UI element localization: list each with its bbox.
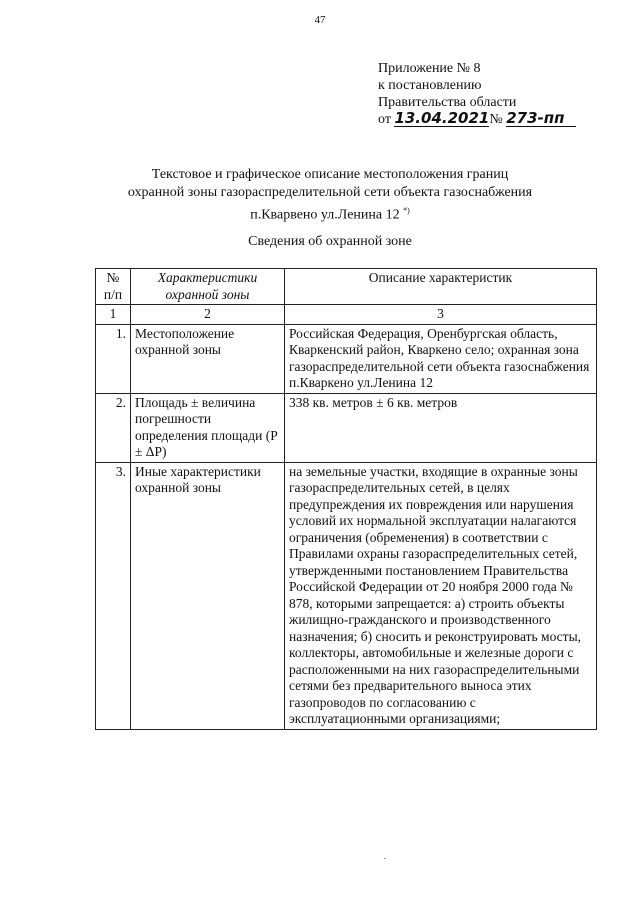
title-line-3: п.Кварвено ул.Ленина 12 xyxy=(250,207,400,223)
appendix-date-line xyxy=(378,111,576,128)
table-header-row xyxy=(96,269,597,305)
table-row xyxy=(96,393,597,462)
zone-info-table xyxy=(95,268,597,730)
column-number: 2 xyxy=(131,305,285,325)
page-number: 47 xyxy=(314,14,326,26)
handwritten-date: 13.04.2021 xyxy=(394,109,490,127)
title-line-2: охранной зоны газораспределительной сети объекта газоснабжения xyxy=(127,185,533,200)
footnote-mark: *) xyxy=(403,206,410,215)
row-description: 338 кв. метров ± 6 кв. метров xyxy=(285,393,597,462)
document-title xyxy=(90,166,570,225)
appendix-block xyxy=(378,60,576,128)
row-description: Российская Федерация, Оренбургская область, Кваркенский район, Кваркено село; охранная зона газораспределительной сети объекта газоснабжения п.Кваркено ул.Ленина 12 xyxy=(285,324,597,393)
table-row xyxy=(96,324,597,393)
column-number-row xyxy=(96,305,597,325)
title-line-1: Текстовое и графическое описание местоположения границ xyxy=(151,167,509,182)
from-prefix: от xyxy=(378,112,391,127)
row-number: 3. xyxy=(96,462,131,729)
table-row xyxy=(96,462,597,729)
appendix-line-2: к постановлению xyxy=(378,78,482,93)
appendix-line-3: Правительства области xyxy=(378,95,517,110)
column-number: 1 xyxy=(96,305,131,325)
header-description: Описание характеристик xyxy=(285,269,597,305)
row-characteristic: Иные характеристики охранной зоны xyxy=(131,462,285,729)
column-number: 3 xyxy=(285,305,597,325)
title-line-3-wrap xyxy=(90,202,570,225)
row-number: 1. xyxy=(96,324,131,393)
section-subtitle: Сведения об охранной зоне xyxy=(248,234,412,249)
page-mark xyxy=(384,858,386,859)
appendix-line-1: Приложение № 8 xyxy=(378,61,481,76)
row-description: на земельные участки, входящие в охранные зоны газораспределительных сетей, в целях предупреждения их повреждения или нарушения условий их нормальной эксплуатации налагаются ограничения (обременения) в соответствии с Правилами охраны газораспределительных сетей, утвержденными постановлением Правительства Российской Федерации от 20 ноября 2000 года № 878, которыми запрещается: а) строить объекты жилищно-гражданского и производственного назначения; б) сносить и реконструировать мосты, коллекторы, автомобильные и железные дороги с расположенными на них газораспределительными сетями без предварительного выноса этих газопроводов по согласованию с эксплуатационными организациями; xyxy=(285,462,597,729)
handwritten-number: 273-пп xyxy=(506,111,576,127)
row-number: 2. xyxy=(96,393,131,462)
row-characteristic: Площадь ± величина погрешности определения площади (P ± ΔP) xyxy=(131,393,285,462)
row-characteristic: Местоположение охранной зоны xyxy=(131,324,285,393)
header-characteristic: Характеристики охранной зоны xyxy=(131,269,285,305)
number-prefix: № xyxy=(489,112,503,127)
header-number: № п/п xyxy=(96,269,131,305)
